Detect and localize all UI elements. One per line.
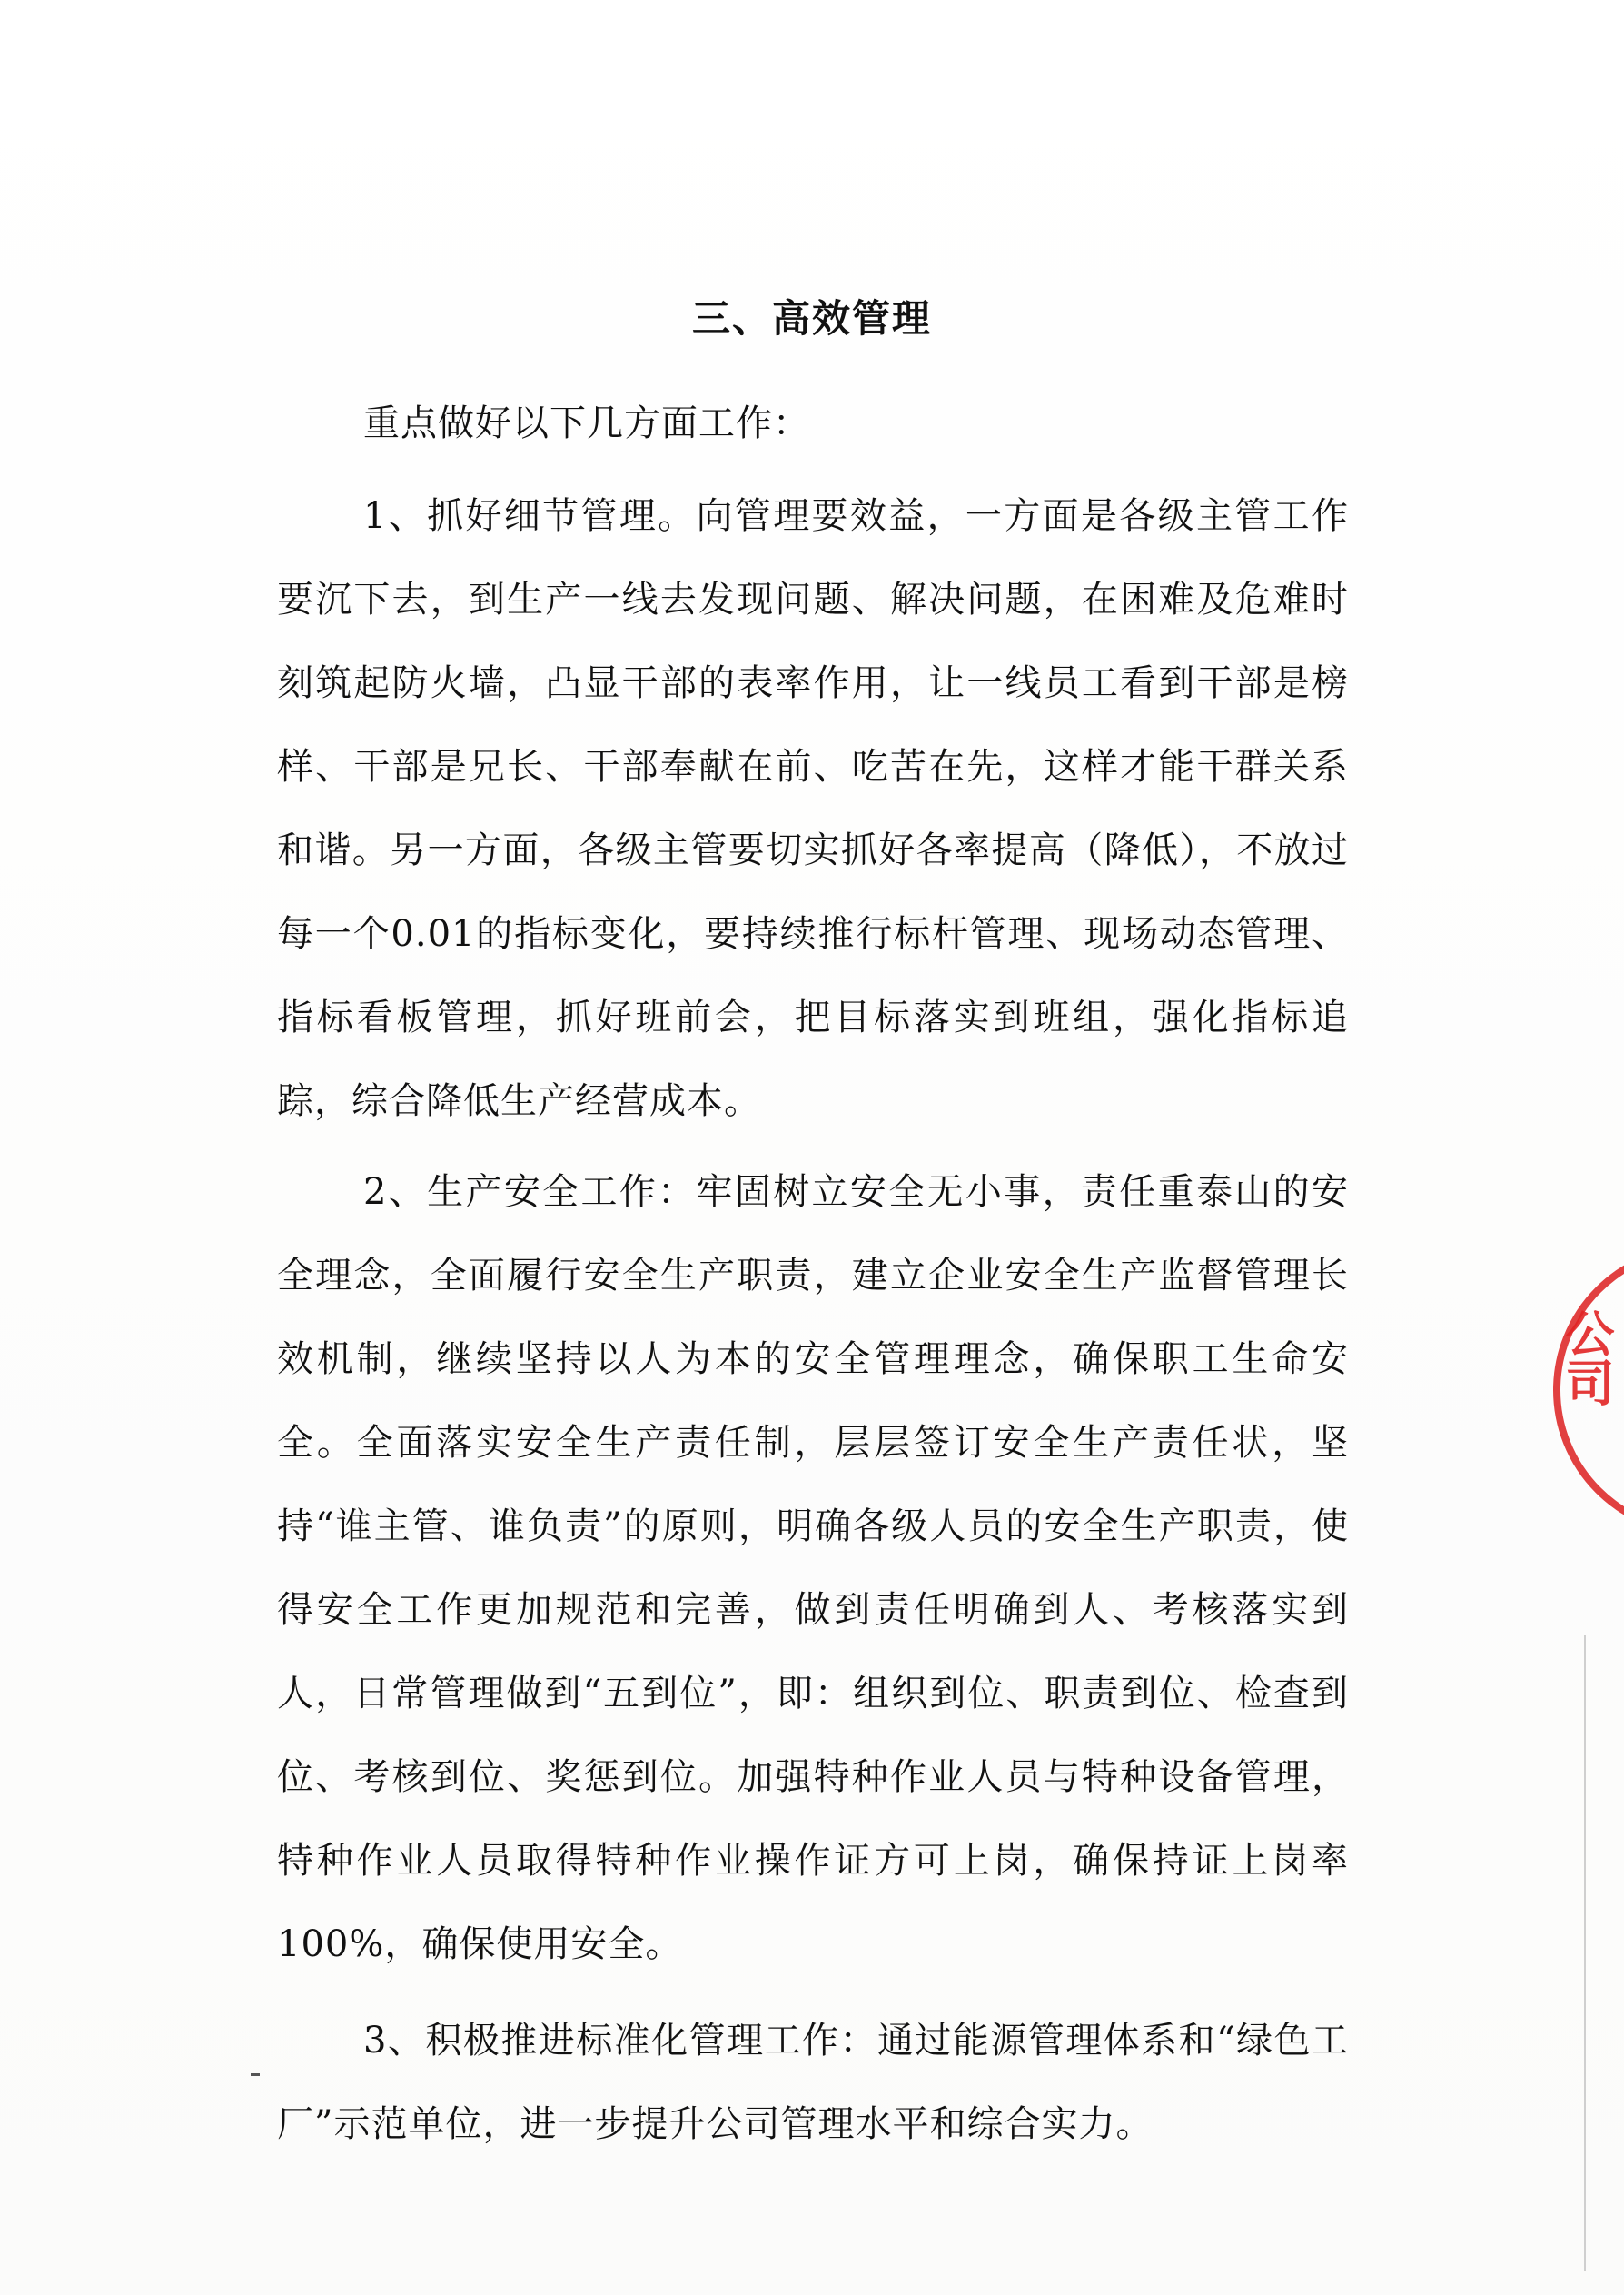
page-edge-line (1584, 1635, 1586, 2271)
item-3-paragraph: 3、积极推进标准化管理工作：通过能源管理体系和“绿色工厂”示范单位，进一步提升公司管理水平和综合实力。 (277, 2020, 1349, 2145)
section-title: 三、高效管理 (691, 296, 932, 341)
intro-paragraph: 重点做好以下几方面工作： (363, 402, 810, 444)
document-body (277, 382, 1349, 2166)
item-2-paragraph: 2、生产安全工作：牢固树立安全无小事，责任重泰山的安全理念，全面履行安全生产职责，建立企业安全生产监督管理长效机制，继续坚持以人为本的安全管理理念，确保职工生命安全。全面落实安全生产责任制，层层签订安全生产责任状，坚持“谁主管、谁负责”的原则，明确各级人员的安全生产职责，使得安全工作更加规范和完善，做到责任明确到人、考核落实到人，日常管理做到“五到位”，即：组织到位、职责到位、检查到位、考核到位、奖惩到位。加强特种作业人员与特种设备管理，特种作业人员取得特种作业操作证方可上岗，确保持证上岗率100%，确保使用安全。 (277, 1171, 1349, 1965)
seal-text: 公司 (1558, 1308, 1616, 1406)
red-seal-stamp (1544, 1245, 1624, 1545)
item-1-paragraph: 1、抓好细节管理。向管理要效益，一方面是各级主管工作要沉下去，到生产一线去发现问题、解决问题，在困难及危难时刻筑起防火墙，凸显干部的表率作用，让一线员工看到干部是榜样、干部是兄长、干部奉献在前、吃苦在先，这样才能干群关系和谐。另一方面，各级主管要切实抓好各率提高（降低），不放过每一个0.01的指标变化，要持续推行标杆管理、现场动态管理、指标看板管理，抓好班前会，把目标落实到班组，强化指标追踪，综合降低生产经营成本。 (277, 495, 1349, 1122)
scan-mark (251, 2073, 260, 2076)
